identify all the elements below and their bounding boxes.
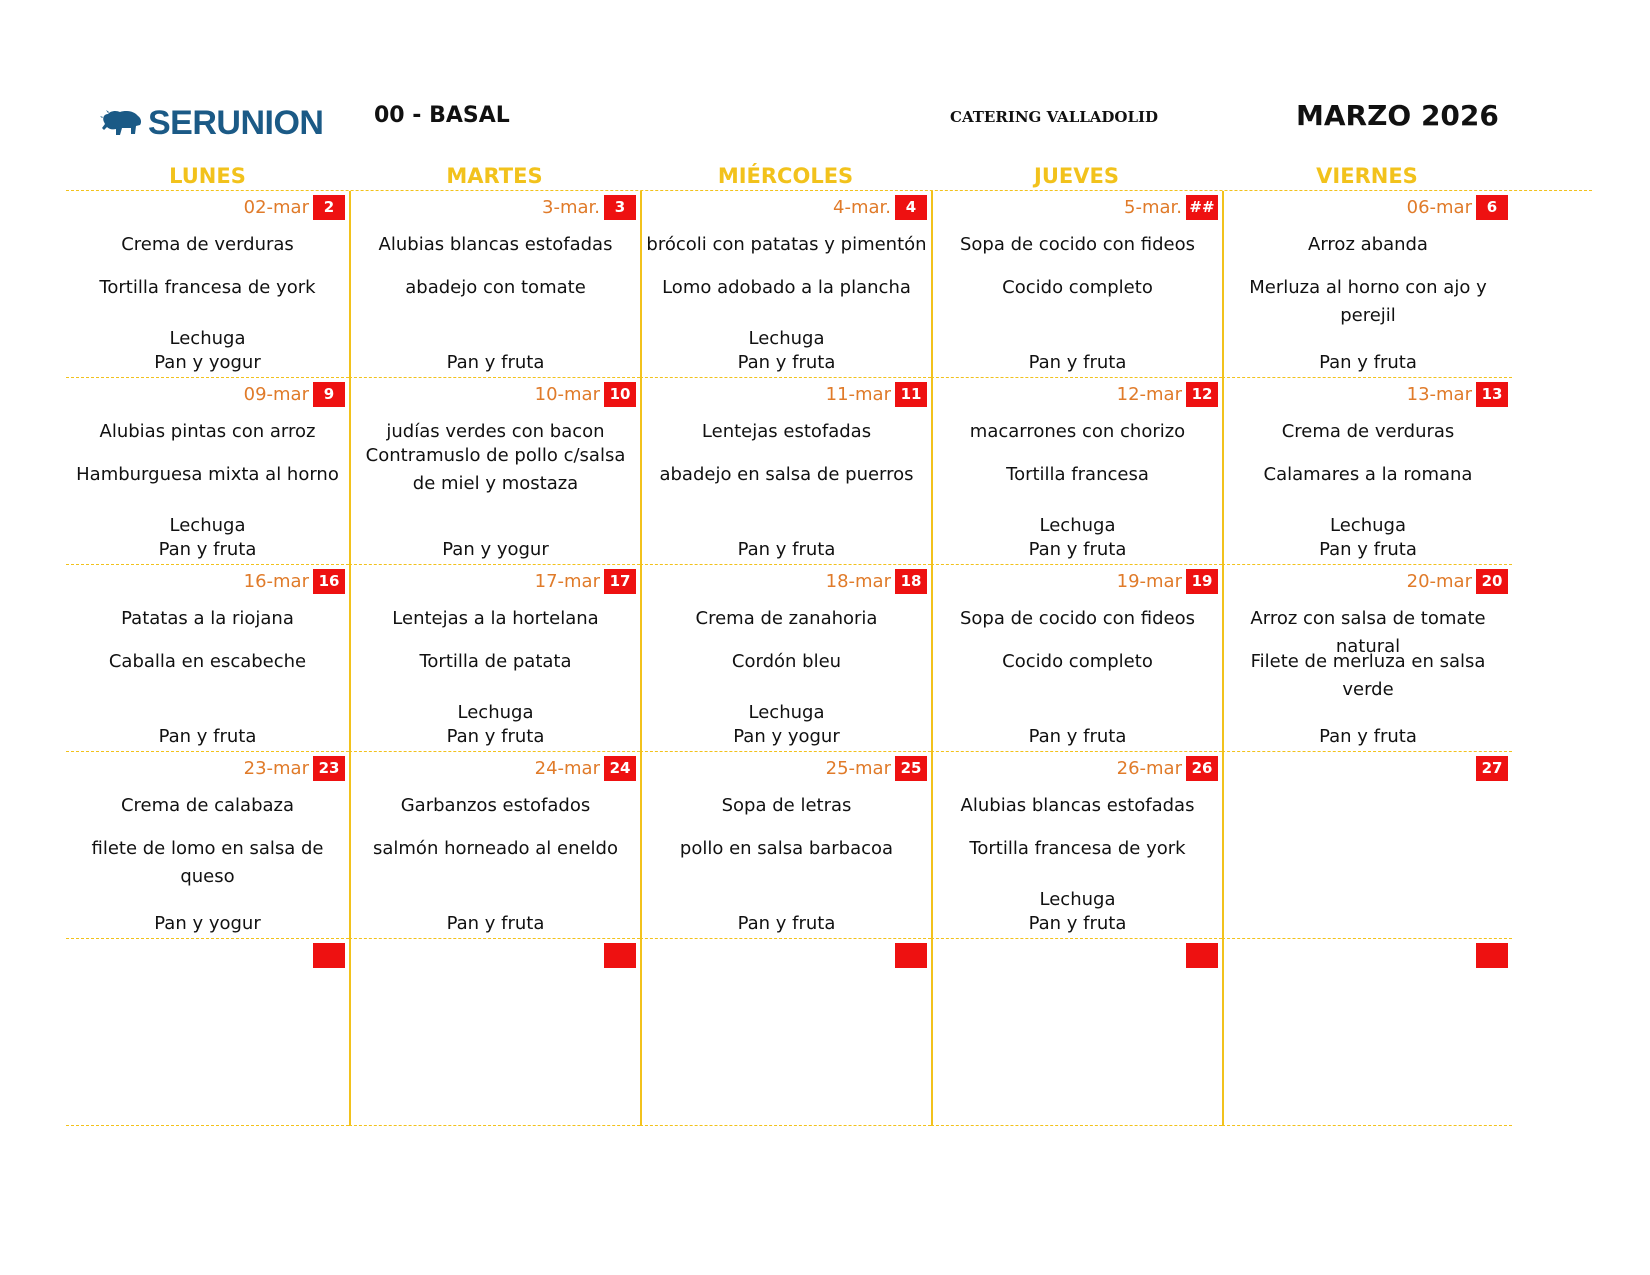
day-cell-header [1117,756,1218,781]
day-cell [1222,378,1512,565]
side-dish: Lechuga [1330,515,1406,536]
day-cell [931,565,1222,752]
weekday-1: LUNES [169,164,246,188]
first-course: Crema de zanahoria [695,608,878,629]
second-course: Cordón bleu [731,651,842,672]
second-course: salmón horneado al eneldo [372,838,618,859]
day-cell-header [1117,382,1218,407]
day-cell-header [1472,943,1508,968]
date-label: 18-mar [825,571,891,592]
date-label: 4-mar. [833,197,891,218]
bread-and-dessert: Pan y fruta [1028,539,1127,560]
date-label: 3-mar. [542,197,600,218]
weekday-header-row [66,164,1592,190]
second-course: Contramuslo de pollo c/salsa de miel y mostaza [365,445,626,494]
side-dish: Lechuga [169,328,246,349]
first-course: judías verdes con bacon [386,421,605,442]
second-course: Calamares a la romana [1263,464,1473,485]
date-label: 26-mar [1116,758,1182,779]
day-cell-header [309,943,345,968]
day-number-badge: 6 [1476,195,1508,220]
day-cell [349,752,640,939]
first-course: Crema de verduras [1281,421,1455,442]
first-course: Lentejas estofadas [701,421,872,442]
day-cell-header [1407,569,1508,594]
day-number-badge [313,943,345,968]
day-number-badge [1476,943,1508,968]
date-label: 23-mar [243,758,309,779]
second-course: abadejo con tomate [405,277,586,298]
first-course: Patatas a la riojana [121,608,294,629]
day-cell [640,939,931,1126]
second-course: Cocido completo [1002,651,1153,672]
bread-and-dessert: Pan y fruta [158,539,257,560]
bread-and-dessert: Pan y fruta [446,352,545,373]
day-cell [349,378,640,565]
catering-name: CATERING VALLADOLID [950,108,1159,126]
bread-and-dessert: Pan y fruta [1319,726,1417,747]
first-course: Arroz con salsa de tomate natural [1250,608,1486,657]
first-course: Garbanzos estofados [400,795,591,816]
day-cell-header [1124,195,1218,220]
first-course: Crema de verduras [121,234,294,255]
date-label: 25-mar [825,758,891,779]
day-number-badge: 3 [604,195,636,220]
bread-and-dessert: Pan y fruta [1028,352,1127,373]
weekday-2: MARTES [446,164,543,188]
page-header [0,95,1650,155]
bread-and-dessert: Pan y fruta [1028,913,1127,934]
day-cell-header [826,756,927,781]
day-cell [66,565,349,752]
day-number-badge: 9 [313,382,345,407]
bread-and-dessert: Pan y fruta [446,726,545,747]
side-dish: Lechuga [169,515,246,536]
date-label: 02-mar [243,197,309,218]
day-cell [931,191,1222,378]
day-cell-header [1117,569,1218,594]
day-cell-header [535,756,636,781]
day-cell-header [833,195,927,220]
date-label: 19-mar [1116,571,1182,592]
day-number-badge: 18 [895,569,927,594]
bread-and-dessert: Pan y fruta [446,913,545,934]
day-cell [640,378,931,565]
weekday-4: JUEVES [1034,164,1119,188]
day-cell-header [891,943,927,968]
day-number-badge: 2 [313,195,345,220]
second-course: Hamburguesa mixta al horno [76,464,339,485]
day-number-badge: 16 [313,569,345,594]
first-course: Sopa de cocido con fideos [959,234,1196,255]
second-course: Tortilla de patata [419,651,572,672]
first-course: Crema de calabaza [120,795,295,816]
bread-and-dessert: Pan y fruta [737,539,836,560]
day-cell [66,939,349,1126]
bison-icon [100,108,144,138]
menu-code: 00 - BASAL [374,103,510,128]
day-cell-header [244,569,345,594]
day-number-badge: 19 [1186,569,1218,594]
second-course: Tortilla francesa de york [969,838,1186,859]
bread-and-dessert: Pan y fruta [1319,352,1417,373]
date-label: 13-mar [1406,384,1472,405]
day-number-badge: 13 [1476,382,1508,407]
day-cell-header [1407,195,1508,220]
day-cell [1222,565,1512,752]
side-dish: Lechuga [457,702,534,723]
bread-and-dessert: Pan y fruta [1028,726,1127,747]
day-cell-header [1407,382,1508,407]
serunion-logo [100,103,323,143]
day-cell-header [600,943,636,968]
day-cell-header [244,195,345,220]
day-number-badge: 26 [1186,756,1218,781]
first-course: macarrones con chorizo [969,421,1186,442]
date-label: 09-mar [243,384,309,405]
day-number-badge: ## [1186,195,1218,220]
day-cell-header [244,382,345,407]
date-label: 12-mar [1116,384,1182,405]
first-course: Alubias blancas estofadas [378,234,613,255]
first-course: Alubias pintas con arroz [99,421,316,442]
day-number-badge: 11 [895,382,927,407]
bread-and-dessert: Pan y fruta [737,913,836,934]
bread-and-dessert: Pan y yogur [154,913,261,934]
date-label: 20-mar [1406,571,1472,592]
side-dish: Lechuga [748,702,825,723]
first-course: Arroz abanda [1308,234,1428,255]
day-number-badge: 27 [1476,756,1508,781]
date-label: 11-mar [825,384,891,405]
day-number-badge: 20 [1476,569,1508,594]
day-cell [66,191,349,378]
bread-and-dessert: Pan y yogur [442,539,549,560]
day-number-badge: 25 [895,756,927,781]
menu-calendar-grid [66,190,1592,1123]
day-cell-header [1472,756,1508,781]
day-number-badge: 17 [604,569,636,594]
second-course: filete de lomo en salsa de queso [91,838,324,887]
day-cell [640,565,931,752]
day-cell [1222,752,1512,939]
day-number-badge [895,943,927,968]
date-label: 16-mar [243,571,309,592]
day-cell-header [826,382,927,407]
bread-and-dessert: Pan y fruta [158,726,257,747]
day-cell [1222,939,1512,1126]
first-course: Lentejas a la hortelana [392,608,599,629]
bread-and-dessert: Pan y fruta [1319,539,1417,560]
second-course: Caballa en escabeche [108,651,307,672]
second-course: Cocido completo [1002,277,1153,298]
day-cell [640,752,931,939]
day-number-badge [1186,943,1218,968]
day-cell-header [542,195,636,220]
date-label: 5-mar. [1124,197,1182,218]
first-course: Sopa de cocido con fideos [959,608,1196,629]
date-label: 24-mar [534,758,600,779]
day-number-badge [604,943,636,968]
weekday-3: MIÉRCOLES [717,164,854,188]
day-number-badge: 4 [895,195,927,220]
day-cell [349,191,640,378]
day-cell-header [826,569,927,594]
day-number-badge: 10 [604,382,636,407]
day-cell-header [535,382,636,407]
day-number-badge: 23 [313,756,345,781]
day-cell-header [535,569,636,594]
bread-and-dessert: Pan y yogur [154,352,261,373]
day-cell [1222,191,1512,378]
day-cell [349,565,640,752]
first-course: Sopa de letras [721,795,852,816]
date-label: 10-mar [534,384,600,405]
second-course: Merluza al horno con ajo y perejil [1249,277,1487,326]
second-course: pollo en salsa barbacoa [679,838,894,859]
day-cell-header [1182,943,1218,968]
day-cell [931,378,1222,565]
second-course: Tortilla francesa [1006,464,1149,485]
day-number-badge: 24 [604,756,636,781]
bread-and-dessert: Pan y fruta [737,352,836,373]
month-title: MARZO 2026 [1296,99,1499,132]
logo-wordmark: SERUNION [148,103,324,142]
side-dish: Lechuga [1039,889,1116,910]
day-cell [931,939,1222,1126]
day-cell [66,378,349,565]
weekday-5: VIERNES [1316,164,1418,188]
date-label: 17-mar [534,571,600,592]
day-cell [349,939,640,1126]
first-course: brócoli con patatas y pimentón [646,234,927,255]
bread-and-dessert: Pan y yogur [733,726,840,747]
date-label: 06-mar [1406,197,1472,218]
side-dish: Lechuga [1039,515,1116,536]
second-course: Filete de merluza en salsa verde [1250,651,1486,700]
second-course: Lomo adobado a la plancha [662,277,911,298]
day-cell [66,752,349,939]
second-course: Tortilla francesa de york [99,277,316,298]
day-cell [640,191,931,378]
first-course: Alubias blancas estofadas [960,795,1195,816]
day-cell [931,752,1222,939]
second-course: abadejo en salsa de puerros [659,464,914,485]
day-number-badge: 12 [1186,382,1218,407]
side-dish: Lechuga [748,328,825,349]
day-cell-header [244,756,345,781]
